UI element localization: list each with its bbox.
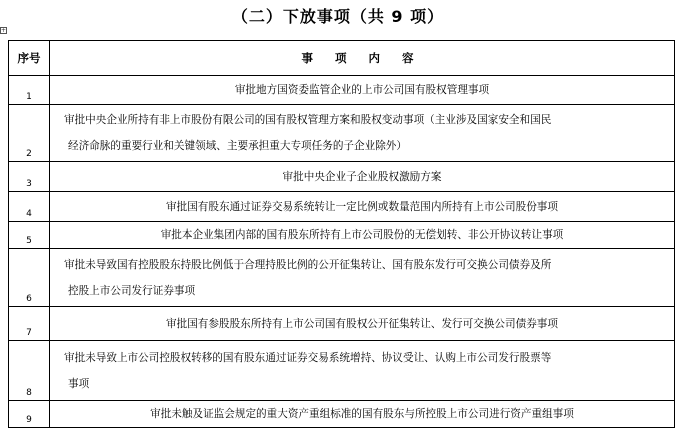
row-number: 3 — [9, 162, 50, 192]
table-row — [9, 162, 675, 192]
table-row — [9, 249, 675, 307]
table-row — [9, 76, 675, 105]
row-number: 5 — [9, 222, 50, 249]
row-content-line: 审批未导致国有控股股东持股比例低于合理持股比例的公开征集转让、国有股东发行可交换公司债券及所 — [64, 258, 552, 271]
table-row — [9, 105, 675, 162]
table-row — [9, 222, 675, 249]
row-number: 2 — [9, 105, 50, 162]
row-content — [50, 105, 675, 162]
row-content — [50, 249, 675, 307]
delegated-items-table — [8, 40, 675, 428]
row-content: 审批本企业集团内部的国有股东所持有上市公司股份的无偿划转、非公开协议转让事项 — [50, 222, 675, 249]
row-content: 审批地方国资委监管企业的上市公司国有股权管理事项 — [50, 76, 675, 105]
row-content: 审批中央企业子企业股权激励方案 — [50, 162, 675, 192]
row-content — [50, 341, 675, 401]
row-number: 7 — [9, 307, 50, 341]
row-content-line: 控股上市公司发行证券事项 — [68, 284, 196, 297]
row-number: 4 — [9, 192, 50, 222]
table-header-row — [9, 41, 675, 76]
row-number: 1 — [9, 76, 50, 105]
table-row — [9, 307, 675, 341]
document-title: （二）下放事项（共 9 项） — [231, 7, 445, 26]
row-content: 审批未触及证监会规定的重大资产重组标准的国有股东与所控股上市公司进行资产重组事项 — [50, 401, 675, 428]
table-row — [9, 341, 675, 401]
table-row — [9, 192, 675, 222]
row-content-line: 事项 — [68, 377, 90, 390]
row-content: 审批国有参股股东所持有上市公司国有股权公开征集转让、发行可交换公司债券事项 — [50, 307, 675, 341]
row-number: 8 — [9, 341, 50, 401]
row-number: 6 — [9, 249, 50, 307]
header-item-content: 事 项 内 容 — [50, 41, 675, 76]
row-content-line: 审批中央企业所持有非上市股份有限公司的国有股权管理方案和股权变动事项（主业涉及国家安全和国民 — [64, 114, 552, 126]
header-serial-number: 序号 — [9, 41, 50, 76]
table-row — [9, 401, 675, 428]
row-content: 审批国有股东通过证券交易系统转让一定比例或数量范围内所持有上市公司股份事项 — [50, 192, 675, 222]
row-content-line: 经济命脉的重要行业和关键领域、主要承担重大专项任务的子企业除外） — [68, 140, 407, 152]
row-number: 9 — [9, 401, 50, 428]
row-content-line: 审批未导致上市公司控股权转移的国有股东通过证券交易系统增持、协议受让、认购上市公司发行股票等 — [64, 351, 552, 364]
table-move-handle[interactable]: + — [1, 27, 7, 34]
